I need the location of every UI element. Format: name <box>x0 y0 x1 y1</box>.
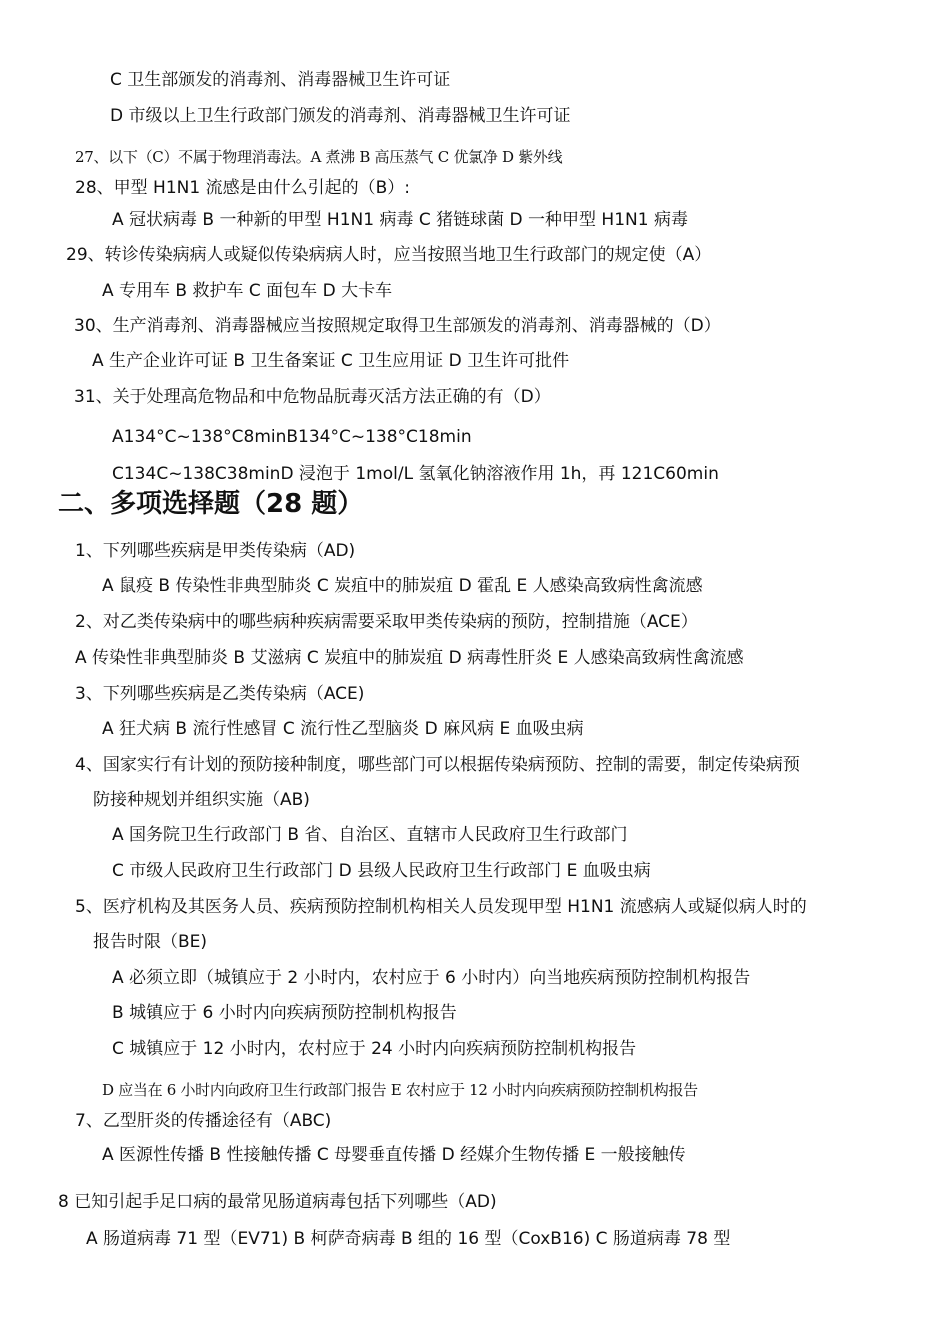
question-m5-cont: 报告时限（BE) <box>93 932 208 952</box>
question-30-options: A 生产企业许可证 B 卫生备案证 C 卫生应用证 D 卫生许可批件 <box>92 351 570 371</box>
question-m3: 3、下列哪些疾病是乙类传染病（ACE) <box>75 684 365 704</box>
question-31-options: C134C~138C38minD 浸泡于 1mol/L 氢氧化钠溶液作用 1h，再 121C60min <box>112 464 719 484</box>
question-m2-options: A 传染性非典型肺炎 B 艾滋病 C 炭疽中的肺炭疽 D 病毒性肝炎 E 人感染高致病性禽流感 <box>75 648 744 668</box>
question-29-options: A 专用车 B 救护车 C 面包车 D 大卡车 <box>102 281 393 301</box>
question-m8-options: A 肠道病毒 71 型（EV71) B 柯萨奇病毒 B 组的 16 型（CoxB16) C 肠道病毒 78 型 <box>86 1229 731 1249</box>
question-m3-options: A 狂犬病 B 流行性感冒 C 流行性乙型脑炎 D 麻风病 E 血吸虫病 <box>102 719 584 739</box>
question-m5: 5、医疗机构及其医务人员、疾病预防控制机构相关人员发现甲型 H1N1 流感病人或疑似病人时的 <box>75 897 807 917</box>
question-m7-options: A 医源性传播 B 性接触传播 C 母婴垂直传播 D 经媒介生物传播 E 一般接触传 <box>102 1145 686 1165</box>
question-m7: 7、乙型肝炎的传播途径有（ABC) <box>75 1111 332 1131</box>
question-m2: 2、对乙类传染病中的哪些病种疾病需要采取甲类传染病的预防，控制措施（ACE） <box>75 612 698 632</box>
question-m5-options: A 必须立即（城镇应于 2 小时内，农村应于 6 小时内）向当地疾病预防控制机构报告 <box>112 968 751 988</box>
question-m4-cont: 防接种规划并组织实施（AB) <box>93 790 310 810</box>
option-line: D 市级以上卫生行政部门颁发的消毒剂、消毒器械卫生许可证 <box>110 106 571 126</box>
question-m5-options: C 城镇应于 12 小时内，农村应于 24 小时内向疾病预防控制机构报告 <box>112 1039 637 1059</box>
question-m1: 1、下列哪些疾病是甲类传染病（AD) <box>75 541 356 561</box>
question-m5-options: D 应当在 6 小时内向政府卫生行政部门报告 E 农村应于 12 小时内向疾病预防控制机构报告 <box>102 1081 698 1099</box>
question-m1-options: A 鼠疫 B 传染性非典型肺炎 C 炭疽中的肺炭疽 D 霍乱 E 人感染高致病性禽流感 <box>102 576 703 596</box>
section-heading: 二、多项选择题（28 题） <box>58 489 364 519</box>
question-m8: 8 已知引起手足口病的最常见肠道病毒包括下列哪些（AD) <box>58 1192 497 1212</box>
option-line: C 卫生部颁发的消毒剂、消毒器械卫生许可证 <box>110 70 451 90</box>
question-29: 29、转诊传染病病人或疑似传染病病人时，应当按照当地卫生行政部门的规定使（A） <box>66 245 712 265</box>
question-28-options: A 冠状病毒 B 一种新的甲型 H1N1 病毒 C 猪链球菌 D 一种甲型 H1N1 病毒 <box>112 210 688 230</box>
question-27: 27、以下（C）不属于物理消毒法。A 煮沸 B 高压蒸气 C 优氯净 D 紫外线 <box>75 148 563 166</box>
question-m4: 4、国家实行有计划的预防接种制度，哪些部门可以根据传染病预防、控制的需要，制定传染病预 <box>75 755 800 775</box>
question-30: 30、生产消毒剂、消毒器械应当按照规定取得卫生部颁发的消毒剂、消毒器械的（D） <box>74 316 721 336</box>
question-31: 31、关于处理高危物品和中危物品朊毒灭活方法正确的有（D） <box>74 387 551 407</box>
question-31-options: A134°C~138°C8minB134°C~138°C18min <box>112 427 472 447</box>
question-m4-options: C 市级人民政府卫生行政部门 D 县级人民政府卫生行政部门 E 血吸虫病 <box>112 861 651 881</box>
question-28: 28、甲型 H1N1 流感是由什么引起的（B）: <box>75 178 410 198</box>
question-m5-options: B 城镇应于 6 小时内向疾病预防控制机构报告 <box>112 1003 457 1023</box>
question-m4-options: A 国务院卫生行政部门 B 省、自治区、直辖市人民政府卫生行政部门 <box>112 825 628 845</box>
